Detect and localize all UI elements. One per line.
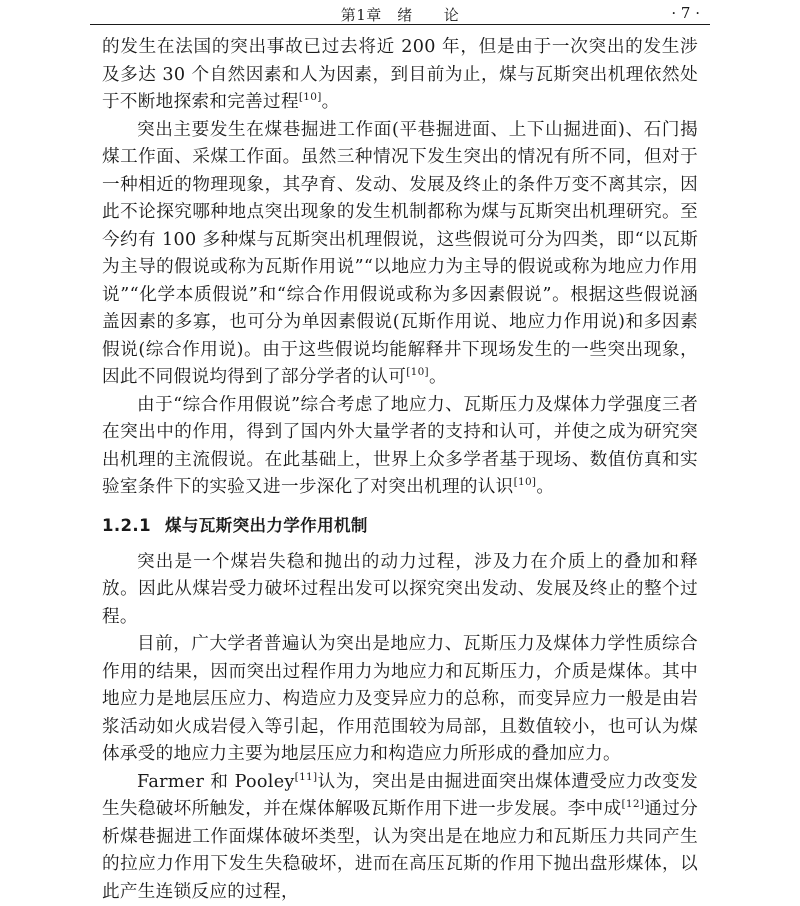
paragraph [102, 392, 698, 502]
citation-ref: [11] [295, 771, 318, 783]
section-title: 煤与瓦斯突出力学作用机制 [165, 516, 368, 535]
citation-ref: [12] [622, 798, 645, 810]
paragraph-text: 突出是一个煤岩失稳和抛出的动力过程，涉及力在介质上的叠加和释放。因此从煤岩受力破坏过程出发可以探究突出发动、发展及终止的整个过程。 [102, 552, 698, 627]
paragraph-text: 突出主要发生在煤巷掘进工作面(平巷掘进面、上下山掘进面)、石门揭煤工作面、采煤工作面。虽然三种情况下发生突出的情况有所不同，但对于一种相近的物理现象，其孕育、发动、发展及终止的条件万变不离其宗，因此不论探究哪种地点突出现象的发生机制都称为煤与瓦斯突出机理研究。至今约有 100 多种煤与瓦斯突出机理假说，这些假说可分为四类，即“以瓦斯为主导的假说或称为瓦斯作用说”“以地应力为主导的假说或称为地应力作用说”“化学本质假说”和“综合作用假说或称为多因素假说”。根据这些假说涵盖因素的多寡，也可分为单因素假说(瓦斯作用说、地应力作用说)和多因素假说(综合作用说)。由于这些假说均能解释井下现场发生的一些突出现象，因此不同假说均得到了部分学者的认可 [102, 120, 698, 388]
chapter-title: 第1章 绪 论 [90, 4, 710, 25]
paragraph [102, 117, 698, 392]
paragraph-text: 由于“综合作用假说”综合考虑了地应力、瓦斯压力及煤体力学强度三者在突出中的作用，得到了国内外大量学者的支持和认可，并使之成为研究突出机理的主流假说。在此基础上，世界上众多学者基于现场、数值仿真和实验室条件下的实验又进一步深化了对突出机理的认识 [102, 395, 698, 498]
paragraph-text: 认为，突出是由掘进面突出煤体遭受应力改变发生失稳破坏所触发，并在煤体解吸瓦斯作用下进一步发展。李中成 [102, 772, 698, 820]
paragraph-text: 通过分析煤巷掘进工作面煤体破坏类型，认为突出是在地应力和瓦斯压力共同产生的拉应力作用下发生失稳破坏，进而在高压瓦斯的作用下抛出盘形煤体，以此产生连锁反应的过程， [102, 799, 698, 902]
body-text [102, 34, 698, 906]
running-header [90, 2, 710, 25]
paragraph-text: 目前，广大学者普遍认为突出是地应力、瓦斯压力及煤体力学性质综合作用的结果，因而突出过程作用力为地应力和瓦斯压力，介质是煤体。其中地应力是地层压应力、构造应力及变异应力的总称，而变异应力一般是由岩浆活动如火成岩侵入等引起，作用范围较为局部，且数值较小，也可认为煤体承受的地应力主要为地层压应力和构造应力所形成的叠加应力。 [102, 634, 698, 764]
citation-ref: [10] [299, 91, 322, 103]
section-number: 1.2.1 [102, 516, 151, 535]
paragraph [102, 631, 698, 769]
paragraph-text: 的发生在法国的突出事故已过去将近 200 年，但是由于一次突出的发生涉及多达 30 个自然因素和人为因素，到目前为止，煤与瓦斯突出机理依然处于不断地探索和完善过程 [102, 37, 698, 112]
citation-ref: [10] [514, 476, 537, 488]
paragraph [102, 769, 698, 906]
paragraph-text: Farmer 和 Pooley [137, 772, 295, 792]
citation-ref: [10] [406, 366, 429, 378]
section-heading [102, 514, 698, 538]
paragraph-tail: 。 [322, 92, 340, 112]
page-number: · 7 · [671, 4, 700, 22]
paragraph [102, 549, 698, 632]
paragraph-tail: 。 [536, 477, 554, 497]
paragraph [102, 34, 698, 117]
paragraph-tail: 。 [429, 367, 447, 387]
